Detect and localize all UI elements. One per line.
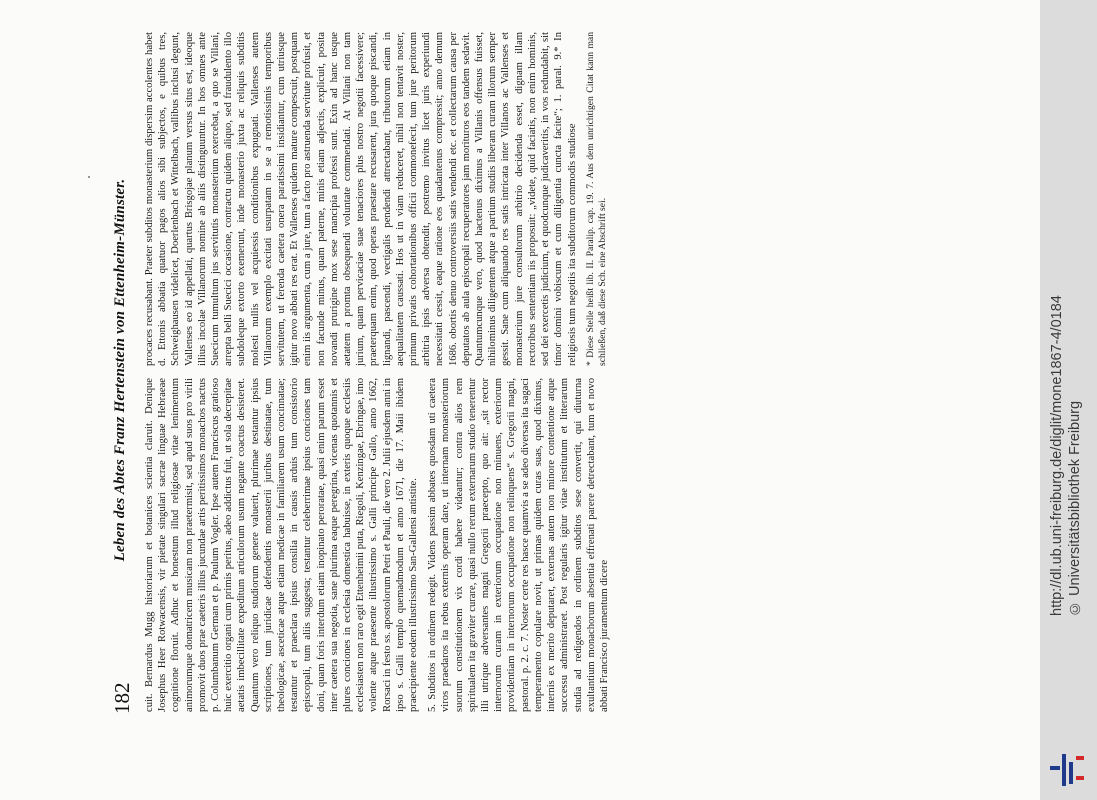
sidebar-caption xyxy=(1048,16,1088,616)
page-number: 182 xyxy=(110,682,134,714)
source-url-link[interactable]: http://dl.ub.uni-freiburg.de/diglit/mone1867-4/0184 xyxy=(1049,295,1065,616)
paragraph: procaces recusabant. Praeter subditos monasterium dispersim accolentes habet d. Ettonis abbatia quatuor pagos alios sibi subjectos, e quibus tres, Schweighausen videlicet, Doerlenbach et Wittelbach, vallibus inclusi degunt, Vallenses eo id appellati, quartus Brisgojae planum versus situs est, ideoque illius incolae Villanorum nomine ab aliis distinguuntur. In hos omnes ante Suecicum tumultum jus servitutis monasterium exercebat, a quo se Villani, arrepta belli Suecici occasione, contractu quidem aliquo, sed fraudulento illo subdoleque extorto exemerunt, inde monasterio juxta ac reliquis subditis molesti nullis vel acquiessis conditionibus expugnati. Vallenses autem Villanorum exemplo excitati usurpatam in se a remotissimis temporibus servitutem, ut ferenda caetera onera paratissimi insidiantur, cum utriusque igitur novo abbati res erat. Et Vallenses quidem mature compescuit, postquam enim iis argumenta, cum a jure, tum a facto pro astruenda servitute profusit, et non facunde minus, quam paterne, minis etiam adjectis, explicuit, posita novandi prurigine mox sese mancipia professi sunt. Exin ad hanc usque aetatem a promta obsequendi voluntate commendati. At Villani non tam jurium, quam pervicaciae suae tenaciores plus nostro negotii facessivere; praeterquam enim, quod operas praestare recusarent, jura quoque piscandi, lignandi, pascendi, vectigalis pendendi attrectabant, tributorum etiam in aequalitatem caussati. Hos ut in viam reduceret, nihil non tentavit noster, primum privatis cohortationibus officii commonefecit, tum jure peritorum arbitria ipsis adversa obtendit, postremo invitus licet juris experiundi necessitati cessit, eaque ratione eos quadantenus compressit; anno demum 1686. obortis denuo controversiis satis vendendi etc. et collectarum causa per deputatos ab aula episcopali recuperatores jam morituros eos tandem sedavit. Quantumcunque vero, quod hactenus diximus a Villanis offensus fuisset, nihilominus diligentem atque a partium studiis liberam curam illorum semper gessit. Sane cum aliquando res satis intricata inter Villanos ac Vallenses et monasterium jure consultorum arbitrio decidenda esset, dignam illam rectoribus sententiam iis proposuit: „videte, quid faciatis, non enim hominis, sed dei exercetis judicium, et quodcunque judicaveritis, in vos redundabit, sit timor domini vobiscum et cum diligentia cuncta facite“; 1. paral. 9.* In religiosis tum negotiis ita subditorum commodis studiose xyxy=(144,32,578,366)
running-head: Leben des Abtes Franz Hertenstein von Ettenheim-Münster. xyxy=(112,178,128,562)
text-column-left xyxy=(143,378,617,712)
library-logo-icon xyxy=(1050,752,1086,788)
footnote: * Diese Stelle heißt lib. II. Paralip. cap. 19. 7. Aus dem unrichtigen Citat kann man schließen, daß diese Sch. eine Abschrift sei. xyxy=(584,32,608,366)
paragraph: 5. Subditos in ordinem redegit. Videns passim abbates quosdam uti caetera viros praedaros ita rebus externis operam dare, ut internam monasteriorum suorum constitutionem vix cordi habere videantur; contra alios rem spiritualem ita graviter curare, quasi nullo rerum externarum studio tenerentur illi utrique adversantes magni Gregorii praecepto, quo ait: „sit rector internorum curam in exteriorum occupatione non minuens, exteriorum providentiam in internorum occupatione non relinquens“ s. Gregorii magni, pastoral. p. 2. c. 7. Noster certe res hasce quamvis a se adeo diversas ita sagaci temperamento copulare novit, ut primas quidem curas suas, quod diximus, internis ex merito deputaret, externas autem non minore contentione atque successu administraret. Post regularis igitur vitae institutum et litterarum studia ad redigendos in ordinem subditos sese convertit, qui diuturna exultantium monachorum absentia effrenati parere detrectabant, tum et novo abbati Francisco juramentum dicere xyxy=(427,378,610,712)
paragraph: cuit. Bernardus Mugg historiarum et botanices scientia claruit. Denique Josephus Heer Rotwacensis, vir pietate singulari sacrae linguae Hebraeae cognitione floruit. Adhuc et honestum illud religiosae vitae lenimentum animorumque domatricem musicam non praetermisit, sed apud suos pro virili promovit duos prae caeteris illius jucundae artis peritissimos monachos nactus p. Columbanum German et p. Paulum Vogler. Ipse autem Franciscus gratioso huic exercitio organi cum primis peritus, adeo addictus fuit, ut sola decrepitae aetatis imbecillitate expeditum articulorum usum negante coactus desisteret. Quantum vero reliquo studiorum genere valuerit, plurimae testantur ipsius scriptiones, tum juridicae defendentis monasterii juribus destinatae, tum theologicae, asceticae atque etiam medicae in familiarem usum concinnatae; testantur et praeclara ipsius consilia in causis arduis tum consistorio episcopali, tum aliis suggesta; testantur celeberrimae ipsius conciones tam doni, quam foris interdum etiam inopinato peroratae, quasi enim parum esset inter caetera sua negotia, sane plurima eaque peregrina, vicenas quotannis et plures conciones in ecclesia domestica habuisse, in exteris quoque ecclesiis ecclesiasten non raro egit Ettenheimii puta, Riegoli, Kenzingae, Ebringae, imo volente atque praesente illustrissimo s. Galli principe Gallo, anno 1662, Rorsaci in festo ss. apostolorum Petri et Pauli, die vero 2. Julii ejusdem anni in ipso s. Galli templo quemadmodum et anno 1671, die 17. Maii ibidem praecipiente eodem illustrissimo San-Gallensi antistite. xyxy=(144,378,420,712)
copyright-notice: © Universitätsbibliothek Freiburg xyxy=(1067,400,1083,616)
text-column-right xyxy=(143,32,609,366)
